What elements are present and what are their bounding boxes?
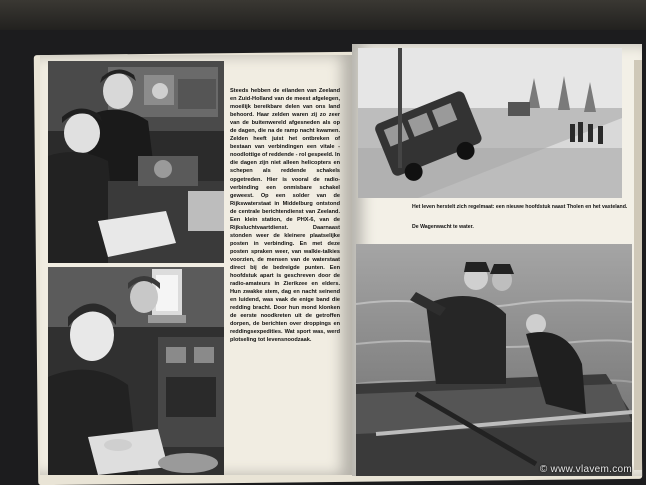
left-page (40, 55, 352, 475)
photo-radio-operators (48, 61, 224, 263)
table-surface (0, 0, 646, 30)
caption-top-photo: Het leven herstelt zich regelmaat: een nieuwe hoofdstuk naast Tholen en het vasteland. (412, 204, 628, 210)
right-page (352, 44, 642, 476)
article-text: Steeds hebben de eilanden van Zeeland en Zuid-Holland van de meest afgelegen, moeilijk bereikbare delen van ons land behoord. Haar zelden waren zij zo zeer van de buitenwereld afgesneden als op de dagen, die na de ramp nacht kwamen. Zelden heeft juist het ontbreken of bestaan van verbindingen een vitale - noodlottige of reddende - rol gespeeld. In die dagen zijn niet alleen helicopters en schepen als reddende schakels opgetreden. Hier is vooral de radio-verbinding een onmisbare schakel geweest. Op een solder van de Rijkswaterstaat in Middelburg ontstond de centrale berichtendienst van Zeeland. Een klein station, de PHX-6, van de Rijksluchtvaartdienst. Daarnaast stonden weer de kleinere plaatselijke posten in verbinding. En met deze posten spraken weer, van walkie-talkies voorzien, de mensen van de waterstaat direct bij de bedreigde punten. Een hoofdstuk apart is geschreven door de radio-amateurs in Zierikzee en elders. Hun zwakke stem, dag en nacht seinend en luidend, was vaak de enige band die redding bracht. Door hun mond klonken de eerste noodkreten uit de getroffen dorpen, de berichten over droppings en reddingsexpedities. Wat sport was, werd plotseling tot levensnoodzaak. (230, 88, 340, 344)
watermark-text: © www.vlavem.com (539, 464, 632, 475)
caption-bottom-photo: De Wagenwacht te water. (412, 224, 474, 230)
photo-boat-rescue (356, 244, 632, 476)
open-book (30, 30, 642, 482)
photo-women-telegraph (48, 267, 224, 475)
photo-tipped-bus (358, 48, 622, 198)
page-edge-right (634, 60, 642, 470)
